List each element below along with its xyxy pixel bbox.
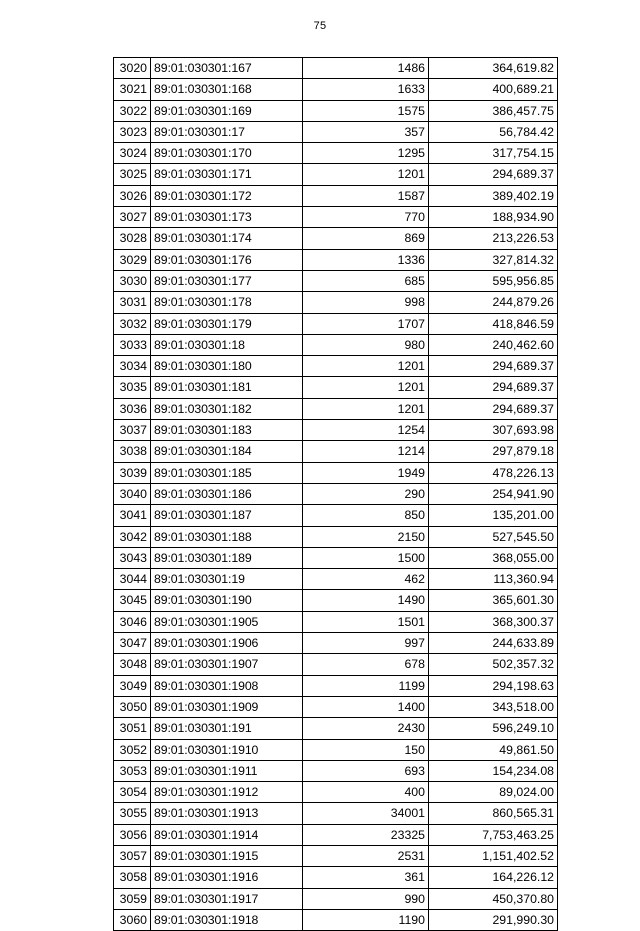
cadastral-value: 56,784.42 — [429, 121, 558, 142]
parcel-id: 89:01:030301:173 — [151, 207, 303, 228]
row-index: 3055 — [114, 803, 151, 824]
table-row — [114, 824, 558, 845]
cadastral-value: 49,861.50 — [429, 739, 558, 760]
table-row — [114, 249, 558, 270]
parcel-id: 89:01:030301:168 — [151, 79, 303, 100]
area-value: 1949 — [303, 462, 429, 483]
parcel-id: 89:01:030301:189 — [151, 547, 303, 568]
row-index: 3022 — [114, 100, 151, 121]
table-row — [114, 462, 558, 483]
table-row — [114, 164, 558, 185]
row-index: 3026 — [114, 185, 151, 206]
area-value: 693 — [303, 760, 429, 781]
cadastral-value: 294,689.37 — [429, 377, 558, 398]
cadastral-value: 294,689.37 — [429, 398, 558, 419]
cadastral-value: 368,300.37 — [429, 611, 558, 632]
parcel-id: 89:01:030301:183 — [151, 420, 303, 441]
parcel-id: 89:01:030301:176 — [151, 249, 303, 270]
area-value: 1201 — [303, 377, 429, 398]
table-row — [114, 739, 558, 760]
parcel-id: 89:01:030301:1912 — [151, 782, 303, 803]
table-row — [114, 888, 558, 909]
table-row — [114, 909, 558, 930]
parcel-id: 89:01:030301:1915 — [151, 845, 303, 866]
cadastral-value: 113,360.94 — [429, 569, 558, 590]
row-index: 3043 — [114, 547, 151, 568]
area-value: 1587 — [303, 185, 429, 206]
area-value: 1201 — [303, 356, 429, 377]
row-index: 3039 — [114, 462, 151, 483]
parcel-id: 89:01:030301:188 — [151, 526, 303, 547]
cadastral-value: 343,518.00 — [429, 696, 558, 717]
area-value: 1707 — [303, 313, 429, 334]
cadastral-value: 327,814.32 — [429, 249, 558, 270]
parcel-id: 89:01:030301:191 — [151, 718, 303, 739]
table-row — [114, 292, 558, 313]
area-value: 462 — [303, 569, 429, 590]
cadastral-value: 188,934.90 — [429, 207, 558, 228]
parcel-id: 89:01:030301:169 — [151, 100, 303, 121]
parcel-id: 89:01:030301:1909 — [151, 696, 303, 717]
area-value: 850 — [303, 505, 429, 526]
cadastral-value: 307,693.98 — [429, 420, 558, 441]
area-value: 678 — [303, 654, 429, 675]
table-row — [114, 334, 558, 355]
area-value: 2430 — [303, 718, 429, 739]
parcel-id: 89:01:030301:179 — [151, 313, 303, 334]
row-index: 3040 — [114, 483, 151, 504]
parcel-id: 89:01:030301:172 — [151, 185, 303, 206]
parcel-id: 89:01:030301:1908 — [151, 675, 303, 696]
cadastral-value: 294,198.63 — [429, 675, 558, 696]
table-row — [114, 313, 558, 334]
row-index: 3049 — [114, 675, 151, 696]
cadastral-value: 294,689.37 — [429, 356, 558, 377]
row-index: 3057 — [114, 845, 151, 866]
area-value: 357 — [303, 121, 429, 142]
table-row — [114, 803, 558, 824]
table-row — [114, 547, 558, 568]
table-row — [114, 526, 558, 547]
parcel-id: 89:01:030301:167 — [151, 58, 303, 79]
area-value: 1201 — [303, 164, 429, 185]
area-value: 1190 — [303, 909, 429, 930]
cadastral-value: 213,226.53 — [429, 228, 558, 249]
area-value: 34001 — [303, 803, 429, 824]
table-row — [114, 782, 558, 803]
cadastral-value: 154,234.08 — [429, 760, 558, 781]
area-value: 290 — [303, 483, 429, 504]
cadastral-value: 364,619.82 — [429, 58, 558, 79]
cadastral-value: 240,462.60 — [429, 334, 558, 355]
area-value: 998 — [303, 292, 429, 313]
parcel-id: 89:01:030301:1913 — [151, 803, 303, 824]
row-index: 3044 — [114, 569, 151, 590]
table-row — [114, 207, 558, 228]
area-value: 1486 — [303, 58, 429, 79]
row-index: 3038 — [114, 441, 151, 462]
cadastral-value: 386,457.75 — [429, 100, 558, 121]
cadastral-value: 89,024.00 — [429, 782, 558, 803]
area-value: 1199 — [303, 675, 429, 696]
area-value: 1501 — [303, 611, 429, 632]
table-row — [114, 718, 558, 739]
parcel-id: 89:01:030301:174 — [151, 228, 303, 249]
parcel-id: 89:01:030301:1917 — [151, 888, 303, 909]
area-value: 2150 — [303, 526, 429, 547]
table-row — [114, 79, 558, 100]
cadastral-value: 400,689.21 — [429, 79, 558, 100]
table-row — [114, 611, 558, 632]
table-row — [114, 356, 558, 377]
parcel-id: 89:01:030301:17 — [151, 121, 303, 142]
cadastral-value: 860,565.31 — [429, 803, 558, 824]
area-value: 1400 — [303, 696, 429, 717]
parcel-id: 89:01:030301:1911 — [151, 760, 303, 781]
parcel-id: 89:01:030301:170 — [151, 143, 303, 164]
cadastral-value: 527,545.50 — [429, 526, 558, 547]
area-value: 1201 — [303, 398, 429, 419]
table-row — [114, 590, 558, 611]
parcel-id: 89:01:030301:181 — [151, 377, 303, 398]
area-value: 400 — [303, 782, 429, 803]
area-value: 1295 — [303, 143, 429, 164]
cadastral-value-table-container — [113, 57, 557, 931]
row-index: 3024 — [114, 143, 151, 164]
table-row — [114, 100, 558, 121]
row-index: 3025 — [114, 164, 151, 185]
table-row — [114, 58, 558, 79]
row-index: 3054 — [114, 782, 151, 803]
table-row — [114, 675, 558, 696]
row-index: 3021 — [114, 79, 151, 100]
row-index: 3031 — [114, 292, 151, 313]
row-index: 3029 — [114, 249, 151, 270]
cadastral-value: 595,956.85 — [429, 270, 558, 291]
table-row — [114, 654, 558, 675]
parcel-id: 89:01:030301:1916 — [151, 867, 303, 888]
table-row — [114, 867, 558, 888]
row-index: 3053 — [114, 760, 151, 781]
parcel-id: 89:01:030301:1918 — [151, 909, 303, 930]
parcel-id: 89:01:030301:177 — [151, 270, 303, 291]
cadastral-value: 478,226.13 — [429, 462, 558, 483]
area-value: 1214 — [303, 441, 429, 462]
parcel-id: 89:01:030301:185 — [151, 462, 303, 483]
parcel-id: 89:01:030301:19 — [151, 569, 303, 590]
row-index: 3037 — [114, 420, 151, 441]
parcel-id: 89:01:030301:1910 — [151, 739, 303, 760]
area-value: 980 — [303, 334, 429, 355]
area-value: 1633 — [303, 79, 429, 100]
cadastral-value: 254,941.90 — [429, 483, 558, 504]
row-index: 3023 — [114, 121, 151, 142]
area-value: 997 — [303, 633, 429, 654]
table-row — [114, 760, 558, 781]
cadastral-value: 389,402.19 — [429, 185, 558, 206]
cadastral-value: 1,151,402.52 — [429, 845, 558, 866]
area-value: 990 — [303, 888, 429, 909]
table-row — [114, 441, 558, 462]
row-index: 3036 — [114, 398, 151, 419]
cadastral-value: 164,226.12 — [429, 867, 558, 888]
area-value: 1254 — [303, 420, 429, 441]
row-index: 3042 — [114, 526, 151, 547]
row-index: 3052 — [114, 739, 151, 760]
parcel-id: 89:01:030301:1906 — [151, 633, 303, 654]
cadastral-value: 450,370.80 — [429, 888, 558, 909]
parcel-id: 89:01:030301:178 — [151, 292, 303, 313]
table-row — [114, 377, 558, 398]
table-row — [114, 185, 558, 206]
parcel-id: 89:01:030301:1914 — [151, 824, 303, 845]
table-row — [114, 121, 558, 142]
row-index: 3058 — [114, 867, 151, 888]
parcel-id: 89:01:030301:187 — [151, 505, 303, 526]
cadastral-value: 502,357.32 — [429, 654, 558, 675]
table-row — [114, 270, 558, 291]
area-value: 685 — [303, 270, 429, 291]
parcel-id: 89:01:030301:190 — [151, 590, 303, 611]
parcel-id: 89:01:030301:180 — [151, 356, 303, 377]
row-index: 3030 — [114, 270, 151, 291]
parcel-id: 89:01:030301:18 — [151, 334, 303, 355]
cadastral-value: 294,689.37 — [429, 164, 558, 185]
row-index: 3047 — [114, 633, 151, 654]
row-index: 3046 — [114, 611, 151, 632]
table-row — [114, 505, 558, 526]
cadastral-value: 368,055.00 — [429, 547, 558, 568]
table-row — [114, 569, 558, 590]
table-row — [114, 483, 558, 504]
row-index: 3033 — [114, 334, 151, 355]
row-index: 3034 — [114, 356, 151, 377]
cadastral-value: 317,754.15 — [429, 143, 558, 164]
cadastral-value: 365,601.30 — [429, 590, 558, 611]
area-value: 23325 — [303, 824, 429, 845]
table-row — [114, 398, 558, 419]
table-row — [114, 845, 558, 866]
table-row — [114, 633, 558, 654]
cadastral-value: 244,633.89 — [429, 633, 558, 654]
parcel-id: 89:01:030301:182 — [151, 398, 303, 419]
table-body — [114, 58, 558, 931]
cadastral-value: 297,879.18 — [429, 441, 558, 462]
area-value: 1575 — [303, 100, 429, 121]
cadastral-value: 7,753,463.25 — [429, 824, 558, 845]
area-value: 1500 — [303, 547, 429, 568]
row-index: 3032 — [114, 313, 151, 334]
row-index: 3050 — [114, 696, 151, 717]
row-index: 3048 — [114, 654, 151, 675]
row-index: 3045 — [114, 590, 151, 611]
table-row — [114, 228, 558, 249]
row-index: 3056 — [114, 824, 151, 845]
cadastral-value: 596,249.10 — [429, 718, 558, 739]
parcel-id: 89:01:030301:186 — [151, 483, 303, 504]
row-index: 3027 — [114, 207, 151, 228]
area-value: 2531 — [303, 845, 429, 866]
page-number: 75 — [313, 20, 327, 32]
area-value: 1490 — [303, 590, 429, 611]
table-row — [114, 696, 558, 717]
parcel-id: 89:01:030301:171 — [151, 164, 303, 185]
row-index: 3051 — [114, 718, 151, 739]
row-index: 3059 — [114, 888, 151, 909]
parcel-id: 89:01:030301:1905 — [151, 611, 303, 632]
row-index: 3020 — [114, 58, 151, 79]
row-index: 3041 — [114, 505, 151, 526]
area-value: 150 — [303, 739, 429, 760]
area-value: 1336 — [303, 249, 429, 270]
row-index: 3035 — [114, 377, 151, 398]
parcel-id: 89:01:030301:1907 — [151, 654, 303, 675]
area-value: 361 — [303, 867, 429, 888]
row-index: 3028 — [114, 228, 151, 249]
cadastral-value: 135,201.00 — [429, 505, 558, 526]
area-value: 770 — [303, 207, 429, 228]
parcel-id: 89:01:030301:184 — [151, 441, 303, 462]
cadastral-value: 244,879.26 — [429, 292, 558, 313]
table-row — [114, 143, 558, 164]
cadastral-value: 291,990.30 — [429, 909, 558, 930]
row-index: 3060 — [114, 909, 151, 930]
table-row — [114, 420, 558, 441]
cadastral-value: 418,846.59 — [429, 313, 558, 334]
cadastral-value-table — [113, 57, 558, 931]
area-value: 869 — [303, 228, 429, 249]
